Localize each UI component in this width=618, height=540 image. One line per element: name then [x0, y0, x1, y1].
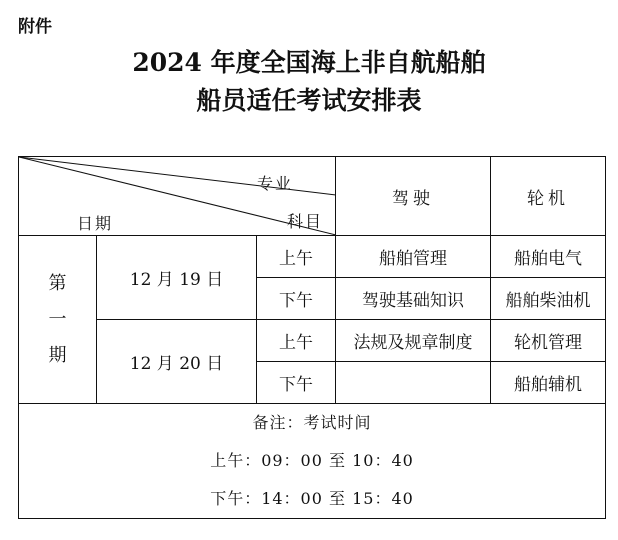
- engine-subject-cell: 轮机管理: [491, 320, 606, 362]
- attachment-label: 附件: [18, 17, 52, 37]
- exam-schedule-table: [18, 156, 606, 519]
- corner-label-date: 日期: [77, 214, 114, 233]
- column-header-engine: 轮机: [491, 157, 606, 236]
- deck-subject-cell: 船舶管理: [336, 236, 491, 278]
- period-char: 期: [48, 344, 67, 366]
- corner-header-cell: [19, 157, 336, 236]
- notes-morning-time: 上午：09：00 至 10：40: [210, 451, 414, 470]
- notes-afternoon-time: 下午：14：00 至 15：40: [210, 489, 414, 508]
- table-row: [19, 320, 606, 362]
- notes-cell: [19, 404, 606, 519]
- session-time-cell: 下午: [257, 278, 336, 320]
- session-time-cell: 下午: [257, 362, 336, 404]
- period-char: 第: [48, 272, 67, 294]
- period-cell: [19, 236, 97, 404]
- engine-subject-cell: 船舶电气: [491, 236, 606, 278]
- engine-subject-cell: 船舶辅机: [491, 362, 606, 404]
- session-time-cell: 上午: [257, 236, 336, 278]
- table-row: [19, 236, 606, 278]
- page-title-line1: 2024 年度全国海上非自航船舶: [132, 48, 486, 77]
- page-title-line2: 船员适任考试安排表: [196, 86, 422, 115]
- session-time-cell: 上午: [257, 320, 336, 362]
- notes-row: [19, 404, 606, 519]
- date-cell: 12 月 20 日: [97, 320, 257, 404]
- date-cell: 12 月 19 日: [97, 236, 257, 320]
- engine-subject-cell: 船舶柴油机: [491, 278, 606, 320]
- corner-label-subject: 科目: [287, 212, 324, 231]
- deck-subject-cell: [336, 362, 491, 404]
- notes-heading: 备注：考试时间: [252, 413, 372, 432]
- period-char: 一: [48, 308, 67, 330]
- deck-subject-cell: 法规及规章制度: [336, 320, 491, 362]
- corner-label-major: 专业: [257, 174, 294, 193]
- header-row: [19, 157, 606, 236]
- deck-subject-cell: 驾驶基础知识: [336, 278, 491, 320]
- column-header-deck: 驾驶: [336, 157, 491, 236]
